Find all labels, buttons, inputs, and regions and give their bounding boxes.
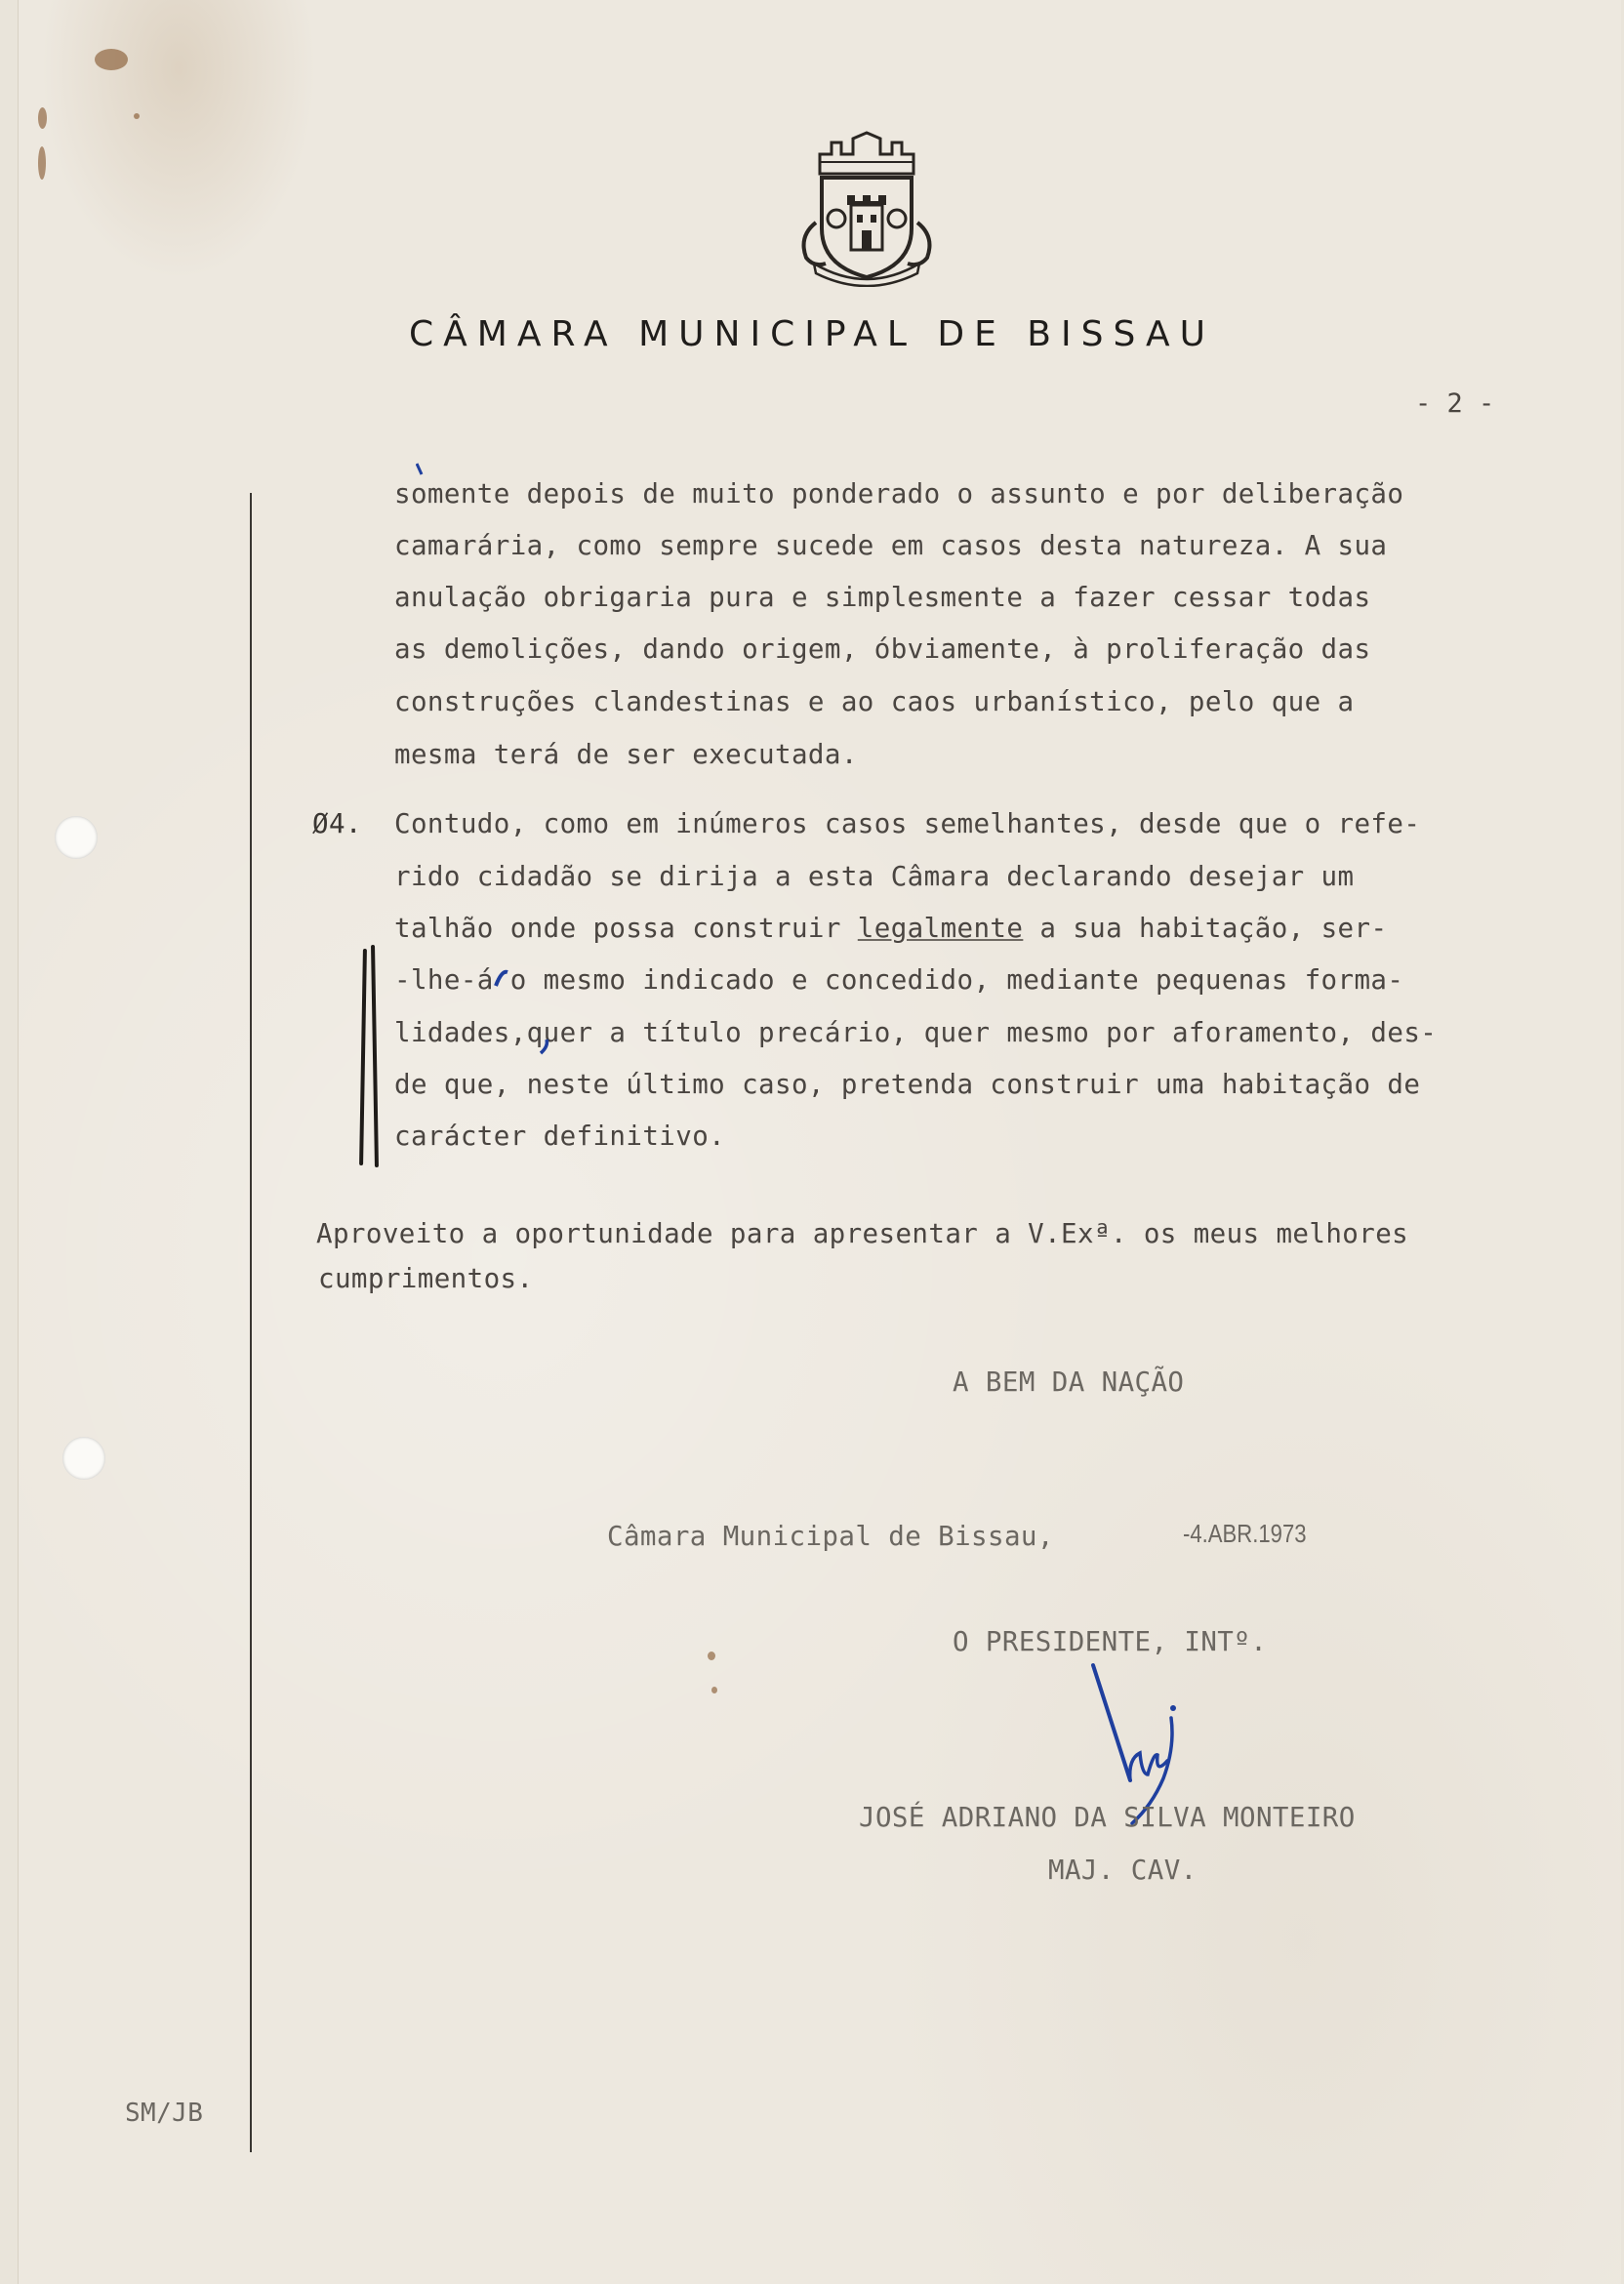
item-line: talhão onde possa construir legalmente a sua habitação, ser- [394,913,1388,944]
body-line: somente depois de muito ponderado o assunto e por deliberação [394,478,1404,510]
reference-initials: SM/JB [125,2099,204,2128]
underlined-word: legalmente [857,913,1024,944]
organization-title: CÂMARA MUNICIPAL DE BISSAU [409,314,1215,354]
ink-comma-mark [537,1037,552,1056]
ink-accent-mark [493,968,510,990]
page-number: - 2 - [1415,388,1495,419]
date-stamp: -4.ABR.1973 [1183,1519,1307,1548]
signatory-rank: MAJ. CAV. [1048,1855,1198,1886]
salutation: A BEM DA NAÇÃO [953,1366,1185,1398]
closing-line: Aproveito a oportunidade para apresentar a V.Exª. os meus melhores [316,1218,1409,1249]
item-line: rido cidadão se dirija a esta Câmara declarando desejar um [394,861,1355,892]
ink-tick-mark [416,463,424,476]
rust-stain [95,49,128,70]
punch-hole-top [55,816,98,859]
closing-line: cumprimentos. [318,1263,534,1294]
municipal-coat-of-arms-icon [792,129,941,287]
rust-stain [708,1652,715,1660]
rust-stain [134,113,140,119]
item-line: carácter definitivo. [394,1121,726,1152]
item-number: Ø4. [312,808,362,839]
body-line: construções clandestinas e ao caos urbanístico, pelo que a [394,686,1355,717]
item-line: lidades,quer a título precário, quer mesmo por aforamento, des- [394,1017,1438,1048]
body-line: mesma terá de ser executada. [394,739,858,770]
body-line: anulação obrigaria pura e simplesmente a fazer cessar todas [394,582,1371,613]
item-line: -lhe-á o mesmo indicado e concedido, mediante pequenas forma- [394,964,1404,996]
item-line: Contudo, como em inúmeros casos semelhantes, desde que o refe- [394,808,1421,839]
rust-stain [711,1687,717,1693]
punch-hole-bottom [62,1437,105,1480]
signatory-role: O PRESIDENTE, INTº. [953,1626,1268,1657]
rust-stain [38,107,47,129]
signatory-name: JOSÉ ADRIANO DA SILVA MONTEIRO [859,1802,1356,1833]
rust-stain [38,146,46,180]
body-line: as demolições, dando origem, óbviamente, à proliferação das [394,633,1371,665]
body-line: camarária, como sempre sucede em casos desta natureza. A sua [394,530,1388,561]
place-line: Câmara Municipal de Bissau, [607,1521,1054,1552]
item-line: de que, neste último caso, pretenda construir uma habitação de [394,1069,1421,1100]
margin-rule [250,493,252,2152]
